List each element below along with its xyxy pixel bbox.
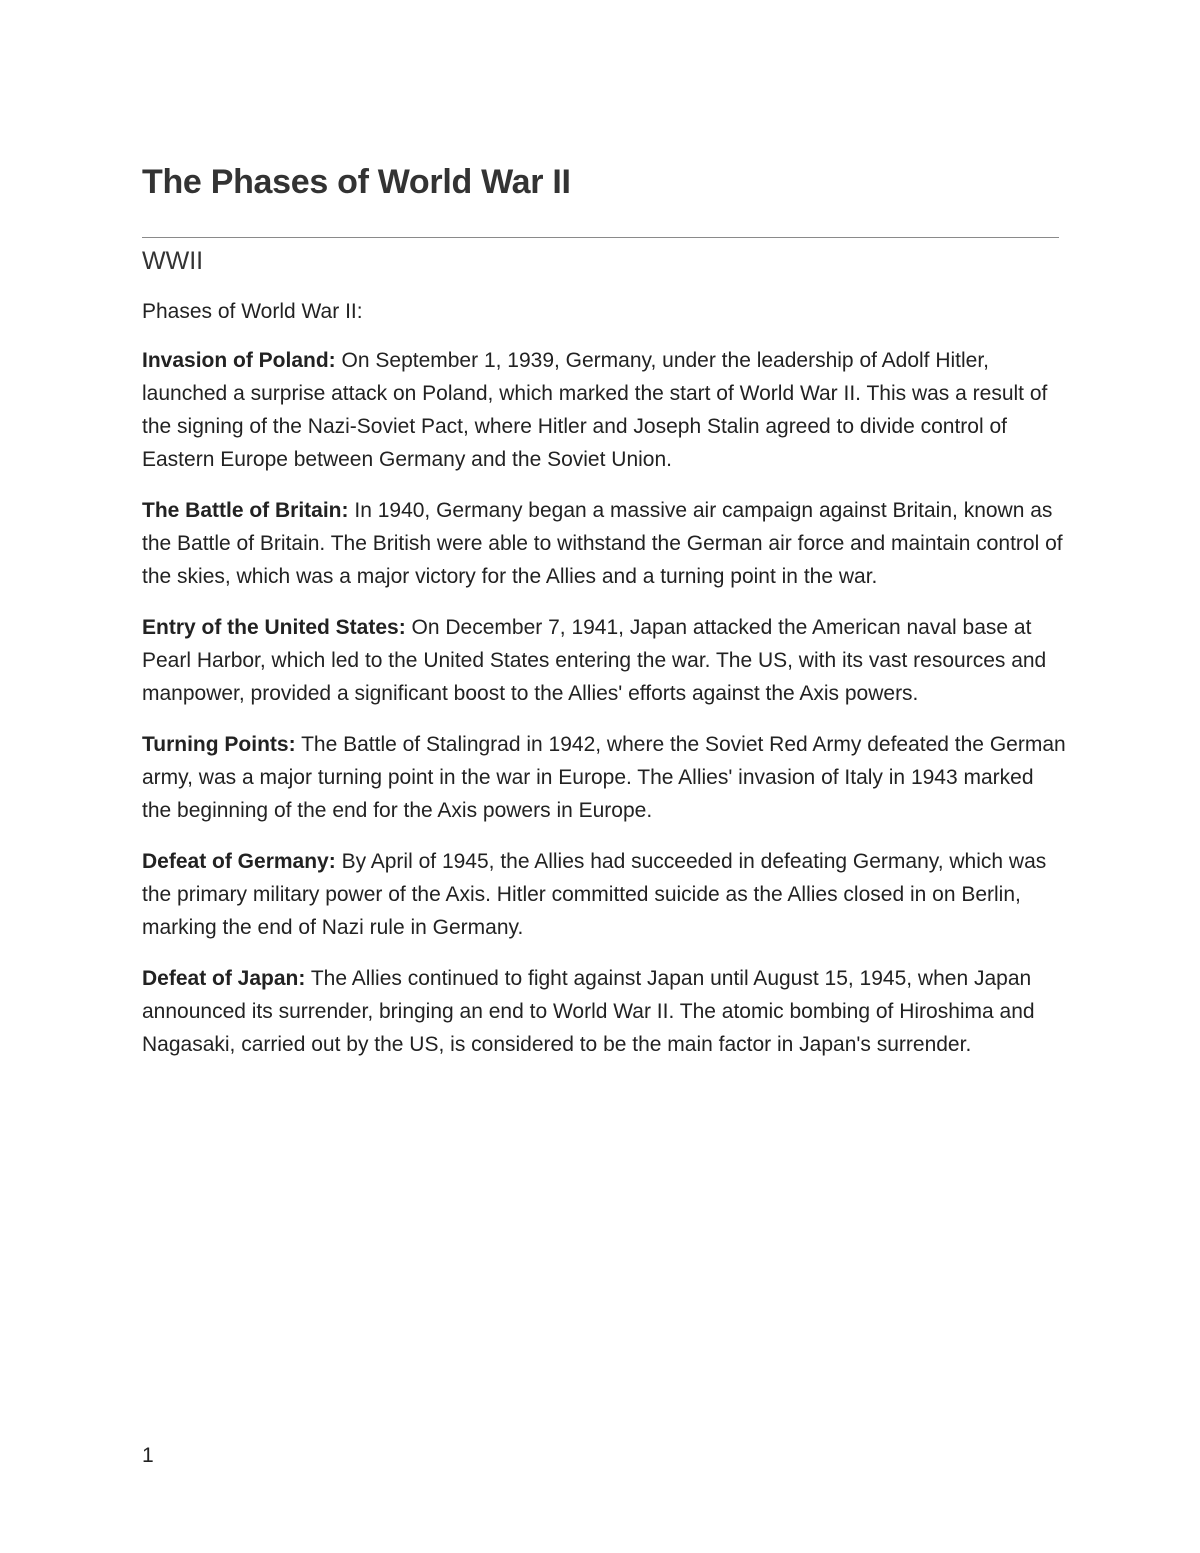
phase-text: In 1940, Germany began a massive air campaign against Britain, known as the Battle of Britain. The British were able to withstand the German air force and maintain control of the skies, which was a major victory for the Allies and a turning point in the war. [142, 499, 1063, 588]
phase-label: Defeat of Japan: [142, 967, 306, 990]
phase-battle-of-britain [142, 494, 1067, 593]
phase-label: Defeat of Germany: [142, 850, 336, 873]
phase-entry-of-united-states [142, 611, 1067, 710]
section-heading: WWII [142, 247, 204, 275]
phase-defeat-of-germany [142, 845, 1067, 944]
phase-text: By April of 1945, the Allies had succeeded in defeating Germany, which was the primary military power of the Axis. Hitler committed suicide as the Allies closed in on Berlin, marking the end of Nazi rule in Germany. [142, 850, 1047, 939]
intro-line: Phases of World War II: [142, 300, 363, 323]
phase-turning-points [142, 728, 1067, 827]
phase-text: On September 1, 1939, Germany, under the leadership of Adolf Hitler, launched a surprise attack on Poland, which marked the start of World War II. This was a result of the signing of the Nazi-Soviet Pact, where Hitler and Joseph Stalin agreed to divide control of Eastern Europe between Germany and the Soviet Union. [142, 349, 1048, 471]
page-title: The Phases of World War II [142, 163, 571, 201]
title-divider [142, 237, 1059, 238]
phase-text: The Allies continued to fight against Japan until August 15, 1945, when Japan announced its surrender, bringing an end to World War II. The atomic bombing of Hiroshima and Nagasaki, carried out by the US, is considered to be the main factor in Japan's surrender. [142, 967, 1035, 1056]
page-number: 1 [142, 1444, 154, 1467]
document-body [142, 295, 1067, 1079]
phase-label: Entry of the United States: [142, 616, 406, 639]
phase-defeat-of-japan [142, 962, 1067, 1061]
phase-label: Turning Points: [142, 733, 296, 756]
phase-label: Invasion of Poland: [142, 349, 336, 372]
phase-text: On December 7, 1941, Japan attacked the American naval base at Pearl Harbor, which led to the United States entering the war. The US, with its vast resources and manpower, provided a significant boost to the Allies' efforts against the Axis powers. [142, 616, 1047, 705]
phase-invasion-of-poland [142, 344, 1067, 476]
phase-label: The Battle of Britain: [142, 499, 349, 522]
phase-text: The Battle of Stalingrad in 1942, where the Soviet Red Army defeated the German army, was a major turning point in the war in Europe. The Allies' invasion of Italy in 1943 marked the beginning of the end for the Axis powers in Europe. [142, 733, 1066, 822]
